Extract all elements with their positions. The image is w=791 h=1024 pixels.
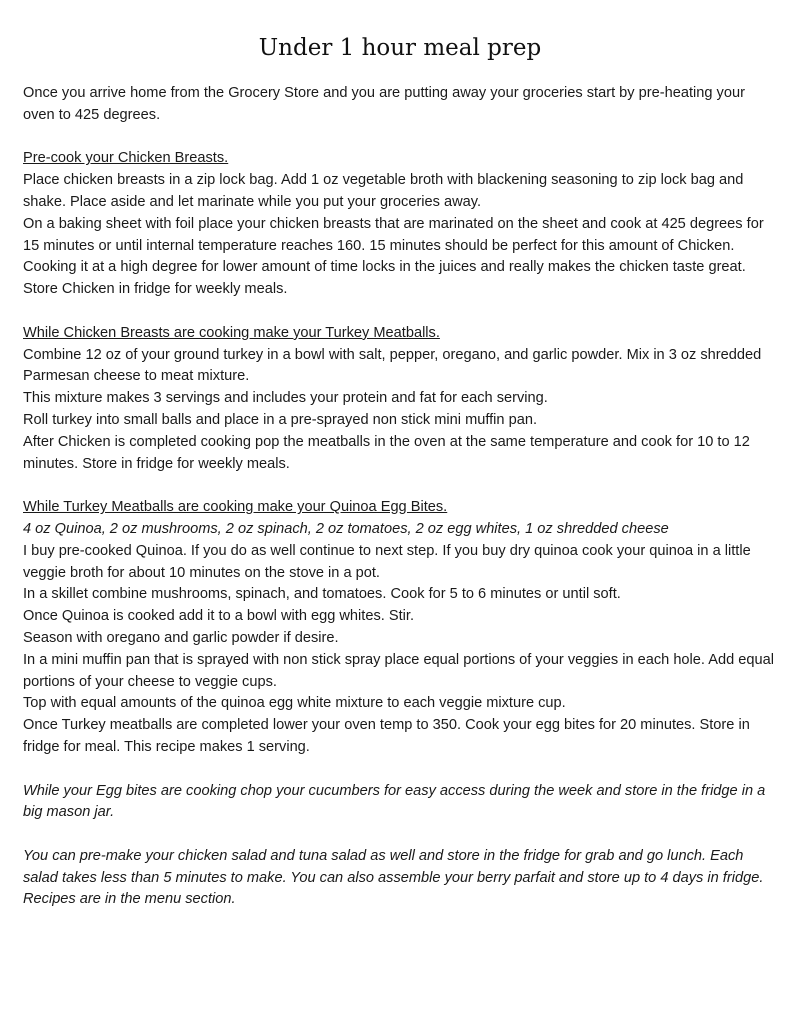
note-paragraph: While your Egg bites are cooking chop your cucumbers for easy access during the week and store in the fridge in a big mason jar. bbox=[23, 782, 766, 821]
note-paragraph: You can pre-make your chicken salad and tuna salad as well and store in the fridge for grab and go lunch. Each salad takes less than 5 minutes to make. You can also assemble your berry parfait and store up to 4 days in fridge. Recipes are in the menu section. bbox=[23, 847, 764, 908]
instruction-line: Place chicken breasts in a zip lock bag. Add 1 oz vegetable broth with blackening seasoning to zip lock bag and shake. Place aside and let marinate while you put your groceries away. bbox=[23, 172, 744, 210]
instruction-line: Season with oregano and garlic powder if desire. bbox=[23, 629, 339, 646]
section-heading: Pre-cook your Chicken Breasts. bbox=[23, 150, 229, 167]
intro-paragraph: Once you arrive home from the Grocery Store and you are putting away your groceries start by pre-heating your oven to 425 degrees. bbox=[23, 85, 745, 123]
instruction-line: I buy pre-cooked Quinoa. If you do as well continue to next step. If you buy dry quinoa cook your quinoa in a little veggie broth for about 10 minutes on the stove in a pot. bbox=[23, 542, 751, 581]
section-meatballs bbox=[23, 323, 777, 476]
instruction-line: On a baking sheet with foil place your chicken breasts that are marinated on the sheet and cook at 425 degrees for 15 minutes or until internal temperature reaches 160. 15 minutes should be perfect for this amount of Chicken. Cooking it at a high degree for lower amount of time locks in the juices and really makes the chicken taste great. Store Chicken in fridge for weekly meals. bbox=[23, 215, 764, 298]
instruction-line: Once Quinoa is cooked add it to a bowl with egg whites. Stir. bbox=[23, 608, 415, 625]
spacer bbox=[23, 759, 777, 781]
instruction-line: In a skillet combine mushrooms, spinach, and tomatoes. Cook for 5 to 6 minutes or until soft. bbox=[23, 586, 621, 603]
ingredients-list: 4 oz Quinoa, 2 oz mushrooms, 2 oz spinach, 2 oz tomatoes, 2 oz egg whites, 1 oz shredded cheese bbox=[23, 520, 669, 537]
instruction-line: Roll turkey into small balls and place in a pre-sprayed non stick mini muffin pan. bbox=[23, 411, 538, 428]
section-heading: While Turkey Meatballs are cooking make your Quinoa Egg Bites. bbox=[23, 499, 448, 516]
instruction-line: This mixture makes 3 servings and includes your protein and fat for each serving. bbox=[23, 390, 548, 407]
spacer bbox=[23, 475, 777, 497]
section-chicken bbox=[23, 148, 777, 301]
spacer bbox=[23, 824, 777, 846]
section-egg-bites bbox=[23, 497, 777, 759]
instruction-line: Top with equal amounts of the quinoa egg white mixture to each veggie mixture cup. bbox=[23, 695, 566, 712]
page-title: Under 1 hour meal prep bbox=[258, 35, 542, 61]
instruction-line: In a mini muffin pan that is sprayed with non stick spray place equal portions of your veggies in each hole. Add equal portions of your cheese to veggie cups. bbox=[23, 651, 774, 690]
instruction-line: Combine 12 oz of your ground turkey in a bowl with salt, pepper, oregano, and garlic powder. Mix in 3 oz shredded Parmesan cheese to meat mixture. bbox=[23, 346, 762, 385]
spacer bbox=[23, 301, 777, 323]
instruction-line: After Chicken is completed cooking pop the meatballs in the oven at the same temperature and cook for 10 to 12 minutes. Store in fridge for weekly meals. bbox=[23, 433, 750, 472]
spacer bbox=[23, 127, 777, 149]
instruction-line: Once Turkey meatballs are completed lower your oven temp to 350. Cook your egg bites for 20 minutes. Store in fridge for meal. This recipe makes 1 serving. bbox=[23, 717, 750, 755]
section-heading: While Chicken Breasts are cooking make your Turkey Meatballs. bbox=[23, 324, 440, 341]
